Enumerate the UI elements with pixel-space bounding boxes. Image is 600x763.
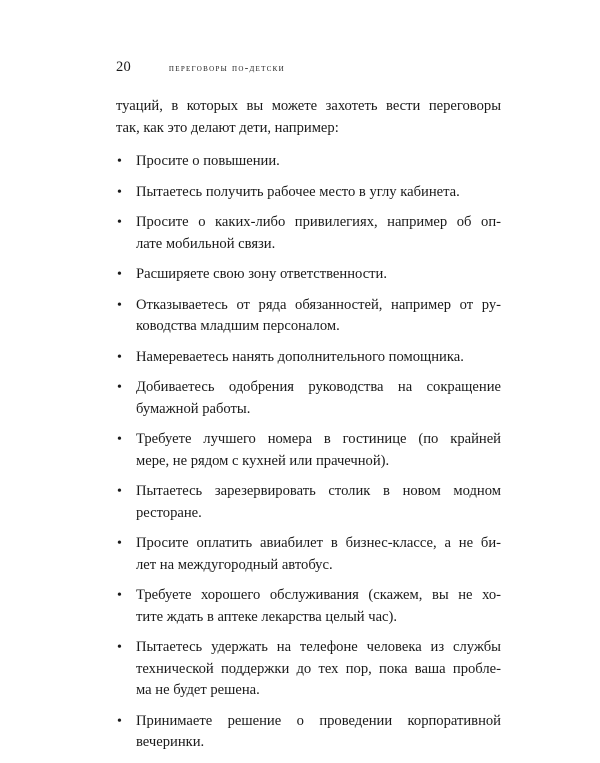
intro-line: туаций, в которых вы можете захотеть вести переговоры [116,98,501,114]
list-item [116,295,501,338]
list-item [116,429,501,472]
list-item-line: Пытаетесь зарезервировать столик в новом модном [136,483,501,499]
list-item-line: Принимаете решение о проведении корпоративной [136,712,501,729]
list-item-line: тите ждать в аптеке лекарства целый час). [136,608,398,625]
list-item-line: мере, не рядом с кухней или прачечной). [136,452,390,469]
list-item [116,264,501,286]
list-item [116,151,501,173]
list-item-line: бумажной работы. [136,400,251,417]
bullet-icon: • [117,267,122,282]
bullet-icon: • [117,380,122,395]
bullet-icon: • [117,432,122,447]
list-item-line: Просите оплатить авиабилет в бизнес-классе, а не би- [136,535,501,551]
list-item-line: Требуете хорошего обслуживания (скажем, вы не хо- [136,587,501,603]
list-item-line: Отказываетесь от ряда обязанностей, например от ру- [136,296,501,313]
list-item-line: Намереваетесь нанять дополнительного помощника. [136,348,464,365]
intro-line: так, как это делают дети, например: [116,119,339,136]
bullet-icon: • [117,215,122,230]
bullet-icon: • [117,640,122,655]
list-item [116,182,501,204]
bullet-icon: • [117,184,122,200]
list-item-line: вечеринки. [136,734,205,750]
list-item-line: технической поддержки до тех пор, пока ваша пробле- [136,660,501,677]
list-item-line: ма не будет решена. [136,682,260,698]
list-item-line: Требуете лучшего номера в гостинице (по крайней [136,431,501,447]
bullet-icon: • [117,297,122,313]
list-item [116,711,501,754]
intro-paragraph [116,96,501,139]
list-item [116,585,501,628]
list-item [116,481,501,524]
list-item-line: ресторане. [136,504,202,521]
bullet-icon: • [117,349,122,365]
page-number: 20 [116,59,131,75]
bullet-icon: • [117,588,122,603]
list-item-line: Просите о повышении. [136,153,280,169]
list-item-line: Просите о каких-либо привилегиях, например об оп- [136,214,501,230]
list-item-line: лате мобильной связи. [136,235,276,252]
bullet-icon: • [117,713,122,729]
list-item [116,533,501,576]
bullet-icon: • [117,484,122,499]
list-item [116,347,501,369]
list-item [116,212,501,255]
running-head [116,59,285,76]
list-item-line: Пытаетесь удержать на телефоне человека из службы [136,639,501,655]
list-item [116,377,501,420]
list-item-line: ководства младшим персоналом. [136,318,340,334]
list-item-line: Пытаетесь получить рабочее место в углу кабинета. [136,183,460,200]
list-item-line: Расширяете свою зону ответственности. [136,266,388,282]
list-item [116,637,501,702]
list-item-line: лет на междугородный автобус. [136,556,333,573]
bullet-icon: • [117,536,122,551]
bullet-icon: • [117,154,122,169]
list-item-line: Добиваетесь одобрения руководства на сокращение [136,379,501,395]
body-text [116,96,501,763]
bullet-list [116,151,501,754]
running-title: переговоры по-детски [168,63,286,74]
